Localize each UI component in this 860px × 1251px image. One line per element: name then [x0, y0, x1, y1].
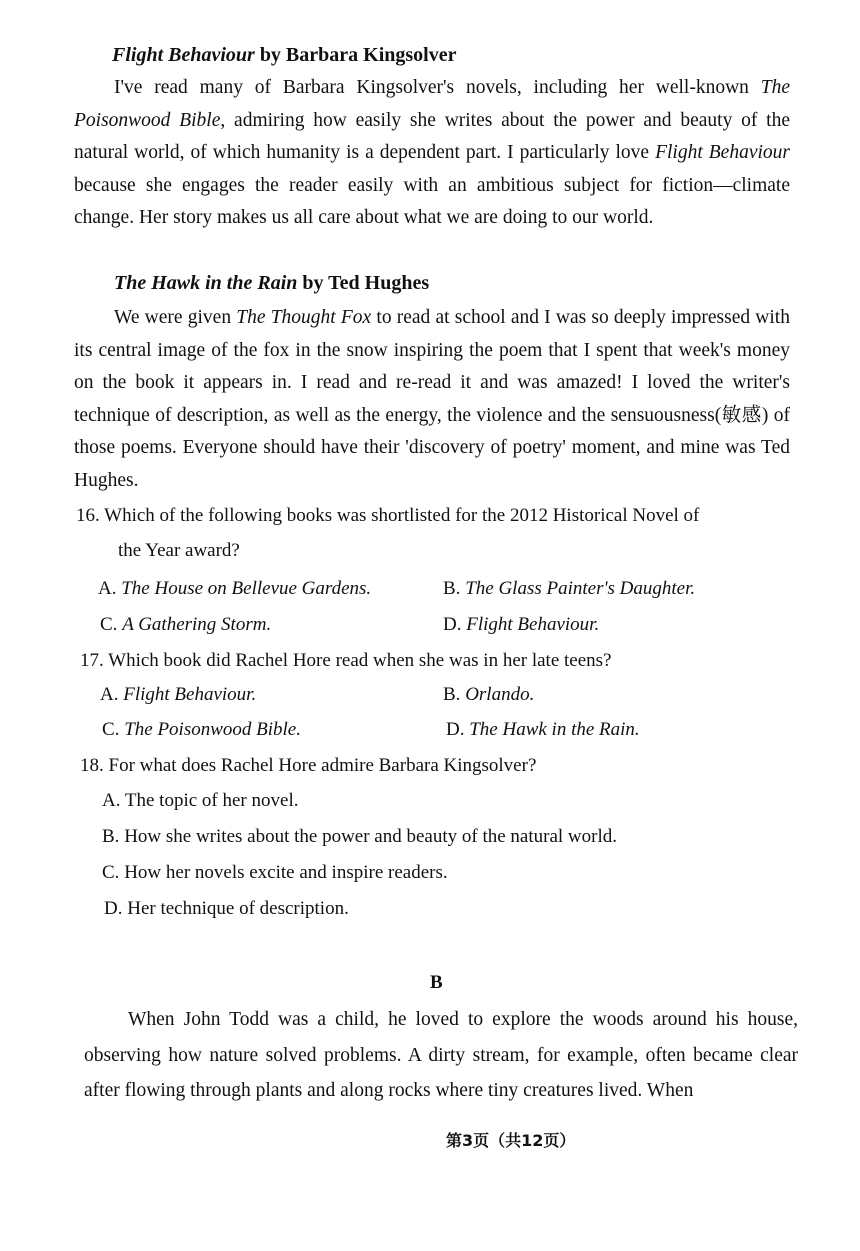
question-16-continued: the Year award? — [118, 540, 240, 561]
option-letter: B. — [443, 684, 466, 705]
option-text: The topic of her novel. — [124, 790, 299, 811]
option-letter: B. — [443, 578, 466, 599]
book2-heading — [114, 272, 429, 295]
book1-byline: by Barbara Kingsolver — [254, 44, 457, 66]
option-16-d[interactable] — [443, 614, 599, 636]
book2-title: The Hawk in the Rain — [114, 272, 298, 294]
option-text: How she writes about the power and beauty of the natural world. — [124, 826, 617, 847]
option-text: How her novels excite and inspire readers. — [124, 862, 448, 883]
option-16-c[interactable] — [100, 614, 271, 636]
book1-para-part: , admiring how easily she writes about the power and beauty of the natural world, of which humanity is a dependent part. I particularly love — [74, 109, 790, 164]
option-text: Flight Behaviour. — [466, 614, 600, 635]
question-16: 16. Which of the following books was shortlisted for the 2012 Historical Novel of — [76, 505, 700, 526]
option-text: Flight Behaviour. — [123, 684, 257, 705]
option-18-b[interactable] — [102, 826, 617, 848]
option-letter: A. — [100, 684, 124, 705]
section-b-paragraph: When John Todd was a child, he loved to explore the woods around his house, observing how nature solved problems. A dirty stream, for example, often became clear after flowing through plants and along rocks where tiny creatures lived. When — [84, 1009, 798, 1101]
option-17-c[interactable] — [102, 719, 301, 741]
question-18: 18. For what does Rachel Hore admire Barbara Kingsolver? — [80, 755, 537, 776]
book2-para-part: We were given — [114, 307, 237, 328]
question-17: 17. Which book did Rachel Hore read when she was in her late teens? — [80, 650, 612, 671]
book1-paragraph — [74, 72, 790, 235]
option-letter: A. — [102, 790, 125, 811]
option-17-a[interactable] — [100, 684, 256, 706]
option-text: The House on Bellevue Gardens. — [121, 578, 372, 599]
option-letter: D. — [443, 614, 467, 635]
book2-para-part: to read at school and I was so deeply impressed with its central image of the fox in the snow inspiring the poem that I spent that week's money on the book it appears in. I read and re-read it and was amazed! I loved the writer's technique of description, as well as the energy, the violence and the sensuousness(敏感) of those poems. Everyone should have their 'discovery of poetry' moment, and mine was Ted Hughes. — [74, 307, 790, 491]
option-18-c[interactable] — [102, 862, 448, 884]
option-text: Her technique of description. — [127, 898, 349, 919]
option-letter: C. — [100, 614, 123, 635]
book2-paragraph — [74, 302, 790, 498]
option-letter: C. — [102, 862, 125, 883]
option-17-b[interactable] — [443, 684, 534, 706]
option-letter: C. — [102, 719, 125, 740]
page-number: 第3页（共12页） — [446, 1131, 576, 1150]
option-letter: D. — [446, 719, 470, 740]
option-18-d[interactable] — [104, 898, 349, 920]
book1-para-title: The Poisonwood Bible — [74, 77, 790, 131]
option-16-a[interactable] — [98, 578, 371, 600]
book1-para-part: because she engages the reader easily with an ambitious subject for fiction—climate change. Her story makes us all care about what we are doing to our world. — [74, 174, 790, 229]
section-b-heading: B — [430, 972, 443, 993]
option-text: The Poisonwood Bible. — [124, 719, 301, 740]
option-letter: A. — [98, 578, 122, 599]
option-letter: B. — [102, 826, 125, 847]
option-17-d[interactable] — [446, 719, 640, 741]
option-16-b[interactable] — [443, 578, 695, 600]
book2-byline: by Ted Hughes — [297, 272, 430, 294]
book1-para-part: I've read many of Barbara Kingsolver's novels, including her well-known — [114, 77, 761, 98]
book2-para-title: The Thought Fox — [236, 307, 372, 328]
book1-heading — [112, 44, 456, 67]
option-text: The Hawk in the Rain. — [469, 719, 640, 740]
option-text: Orlando. — [465, 684, 535, 705]
option-text: The Glass Painter's Daughter. — [465, 578, 696, 599]
book1-para-title: Flight Behaviour — [655, 142, 790, 164]
option-letter: D. — [104, 898, 128, 919]
option-text: A Gathering Storm. — [122, 614, 272, 635]
book1-title: Flight Behaviour — [112, 44, 255, 66]
option-18-a[interactable] — [102, 790, 298, 812]
